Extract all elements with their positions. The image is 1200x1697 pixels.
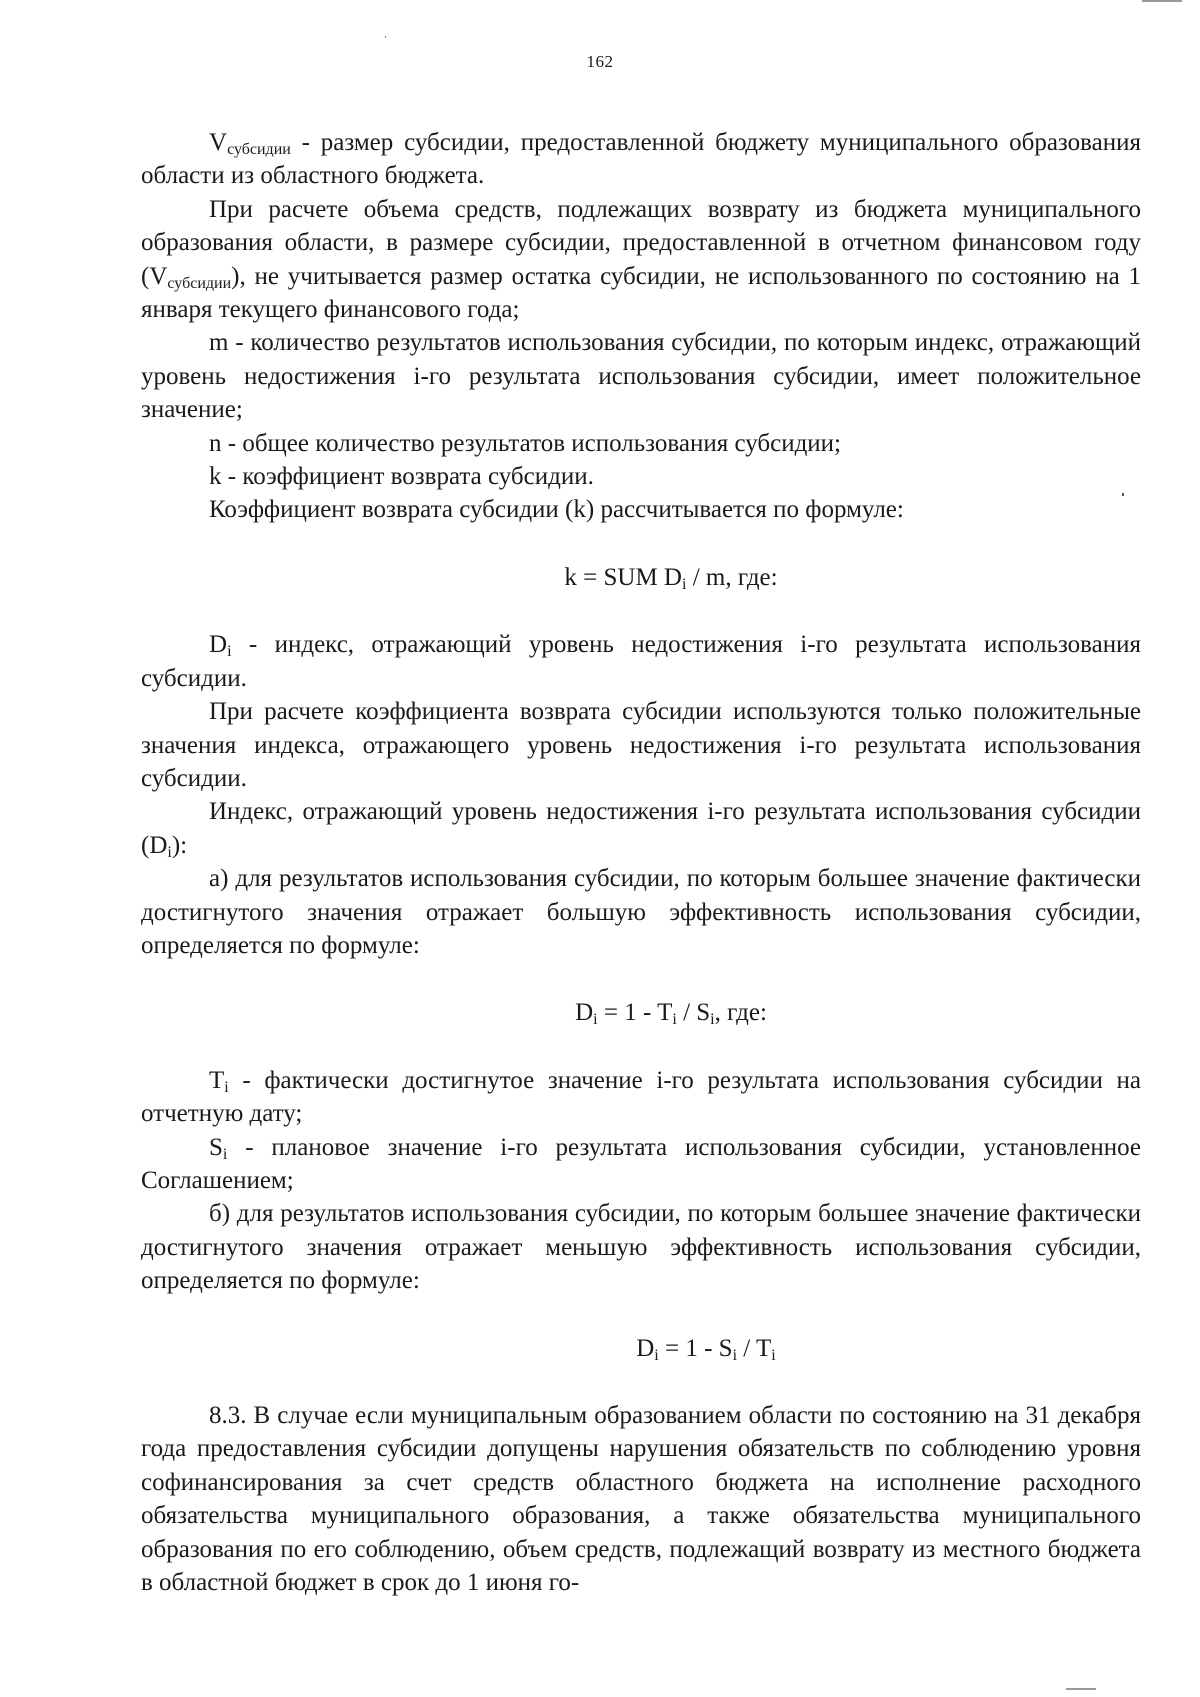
- m-definition: m - количество результатов использования субсидии, по которым индекс, отражающий уровень недостижения i-го результата использования субсидии, имеет положительное значение;: [141, 329, 1141, 424]
- page-number: 162: [586, 52, 614, 71]
- v-symbol: V: [209, 129, 228, 156]
- scan-speck-margin: [1122, 493, 1124, 496]
- di-definition: [141, 628, 1141, 695]
- formula-b-part-1: D: [636, 1334, 655, 1362]
- scan-speck-bottom-right: [1066, 1688, 1096, 1690]
- scan-speck-top: [385, 36, 386, 38]
- k-formula-intro: Коэффициент возврата субсидии (k) рассчитывается по формуле:: [209, 496, 904, 524]
- formula-k-before: k = SUM D: [564, 563, 682, 591]
- formula-a-sub-3: i: [710, 1011, 715, 1029]
- ti-subscript: i: [224, 1078, 229, 1096]
- v-subsidy-definition: [141, 126, 1141, 193]
- n-definition: n - общее количество результатов использования субсидии;: [209, 429, 842, 457]
- v-symbol-subscript: субсидии: [227, 141, 291, 158]
- calculation-note: [141, 193, 1141, 327]
- formula-k-after: / m, где:: [686, 563, 778, 591]
- formula-a-part-3: / S: [676, 999, 711, 1027]
- formula-b-sub-1: i: [654, 1346, 659, 1364]
- di-subscript: i: [227, 643, 232, 661]
- case-a: а) для результатов использования субсидии, по которым большее значение фактически достигнутого значения отражает большую эффективность использования субсидии, определяется по формуле:: [141, 865, 1141, 959]
- si-definition: [141, 1131, 1141, 1198]
- formula-b-part-2: = 1 - S: [658, 1334, 733, 1362]
- v-definition-text: - размер субсидии, предоставленной бюджету муниципального образования области из областного бюджета.: [141, 129, 1141, 190]
- si-subscript: i: [222, 1145, 228, 1163]
- formula-b-sub-3: i: [771, 1346, 776, 1364]
- calc-note-text-after: ), не учитывается размер остатка субсидии, не использованного по состоянию на 1 января текущего финансового года;: [141, 262, 1141, 324]
- formula-b-sub-2: i: [732, 1346, 738, 1364]
- k-definition: k - коэффициент возврата субсидии.: [209, 463, 594, 491]
- positive-values-note: При расчете коэффициента возврата субсидии используются только положительные значения индекса, отражающего уровень недостижения i-го результата использования субсидии.: [141, 698, 1141, 792]
- formula-b: [141, 1298, 1141, 1399]
- formula-a-part-2: = 1 - T: [597, 999, 673, 1027]
- formula-a-sub-2: i: [672, 1011, 677, 1029]
- formula-k: [141, 527, 1141, 628]
- index-intro: [141, 795, 1141, 862]
- si-symbol: S: [209, 1133, 223, 1161]
- formula-b-part-3: / T: [737, 1334, 772, 1362]
- di-definition-text: - индекс, отражающий уровень недостижения i-го результата использования субсидии.: [141, 631, 1141, 692]
- index-intro-before: Индекс, отражающий уровень недостижения i-го результата использования субсидии (D: [141, 798, 1141, 859]
- ti-definition: [141, 1064, 1141, 1131]
- formula-a: [141, 962, 1141, 1063]
- case-b: б) для результатов использования субсидии, по которым большее значение фактически достигнутого значения отражает меньшую эффективность использования субсидии, определяется по формуле:: [141, 1200, 1141, 1295]
- section-8-3: 8.3. В случае если муниципальным образованием области по состоянию на 31 декабря года предоставления субсидии допущены нарушения обязательств по соблюдению уровня софинансирования за счет средств областного бюджета на исполнение расходного обязательства муниципального образования, а также обязательства муниципального образования по его соблюдению, объем средств, подлежащий возврату из местного бюджета в областной бюджет в срок до 1 июня го-: [141, 1402, 1141, 1597]
- calc-note-subscript: субсидии: [167, 274, 232, 292]
- document-body: [141, 126, 1141, 1599]
- calc-note-text-before: При расчете объема средств, подлежащих возврату из бюджета муниципального образования области, в размере субсидии, предоставленной в отчетном финансовом году (V: [141, 195, 1141, 290]
- index-intro-after: ):: [171, 831, 188, 859]
- formula-a-part-1: D: [575, 999, 594, 1027]
- scan-speck-top-right: [1142, 0, 1182, 2]
- di-symbol: D: [209, 631, 228, 659]
- index-intro-subscript: i: [167, 843, 172, 861]
- formula-k-subscript: i: [681, 575, 687, 593]
- formula-a-part-4: , где:: [714, 999, 767, 1027]
- si-definition-text: - плановое значение i-го результата использования субсидии, установленное Соглашением;: [141, 1133, 1141, 1194]
- ti-definition-text: - фактически достигнутое значение i-го результата использования субсидии на отчетную дату;: [141, 1066, 1141, 1128]
- ti-symbol: T: [209, 1066, 225, 1094]
- formula-a-sub-1: i: [593, 1011, 598, 1029]
